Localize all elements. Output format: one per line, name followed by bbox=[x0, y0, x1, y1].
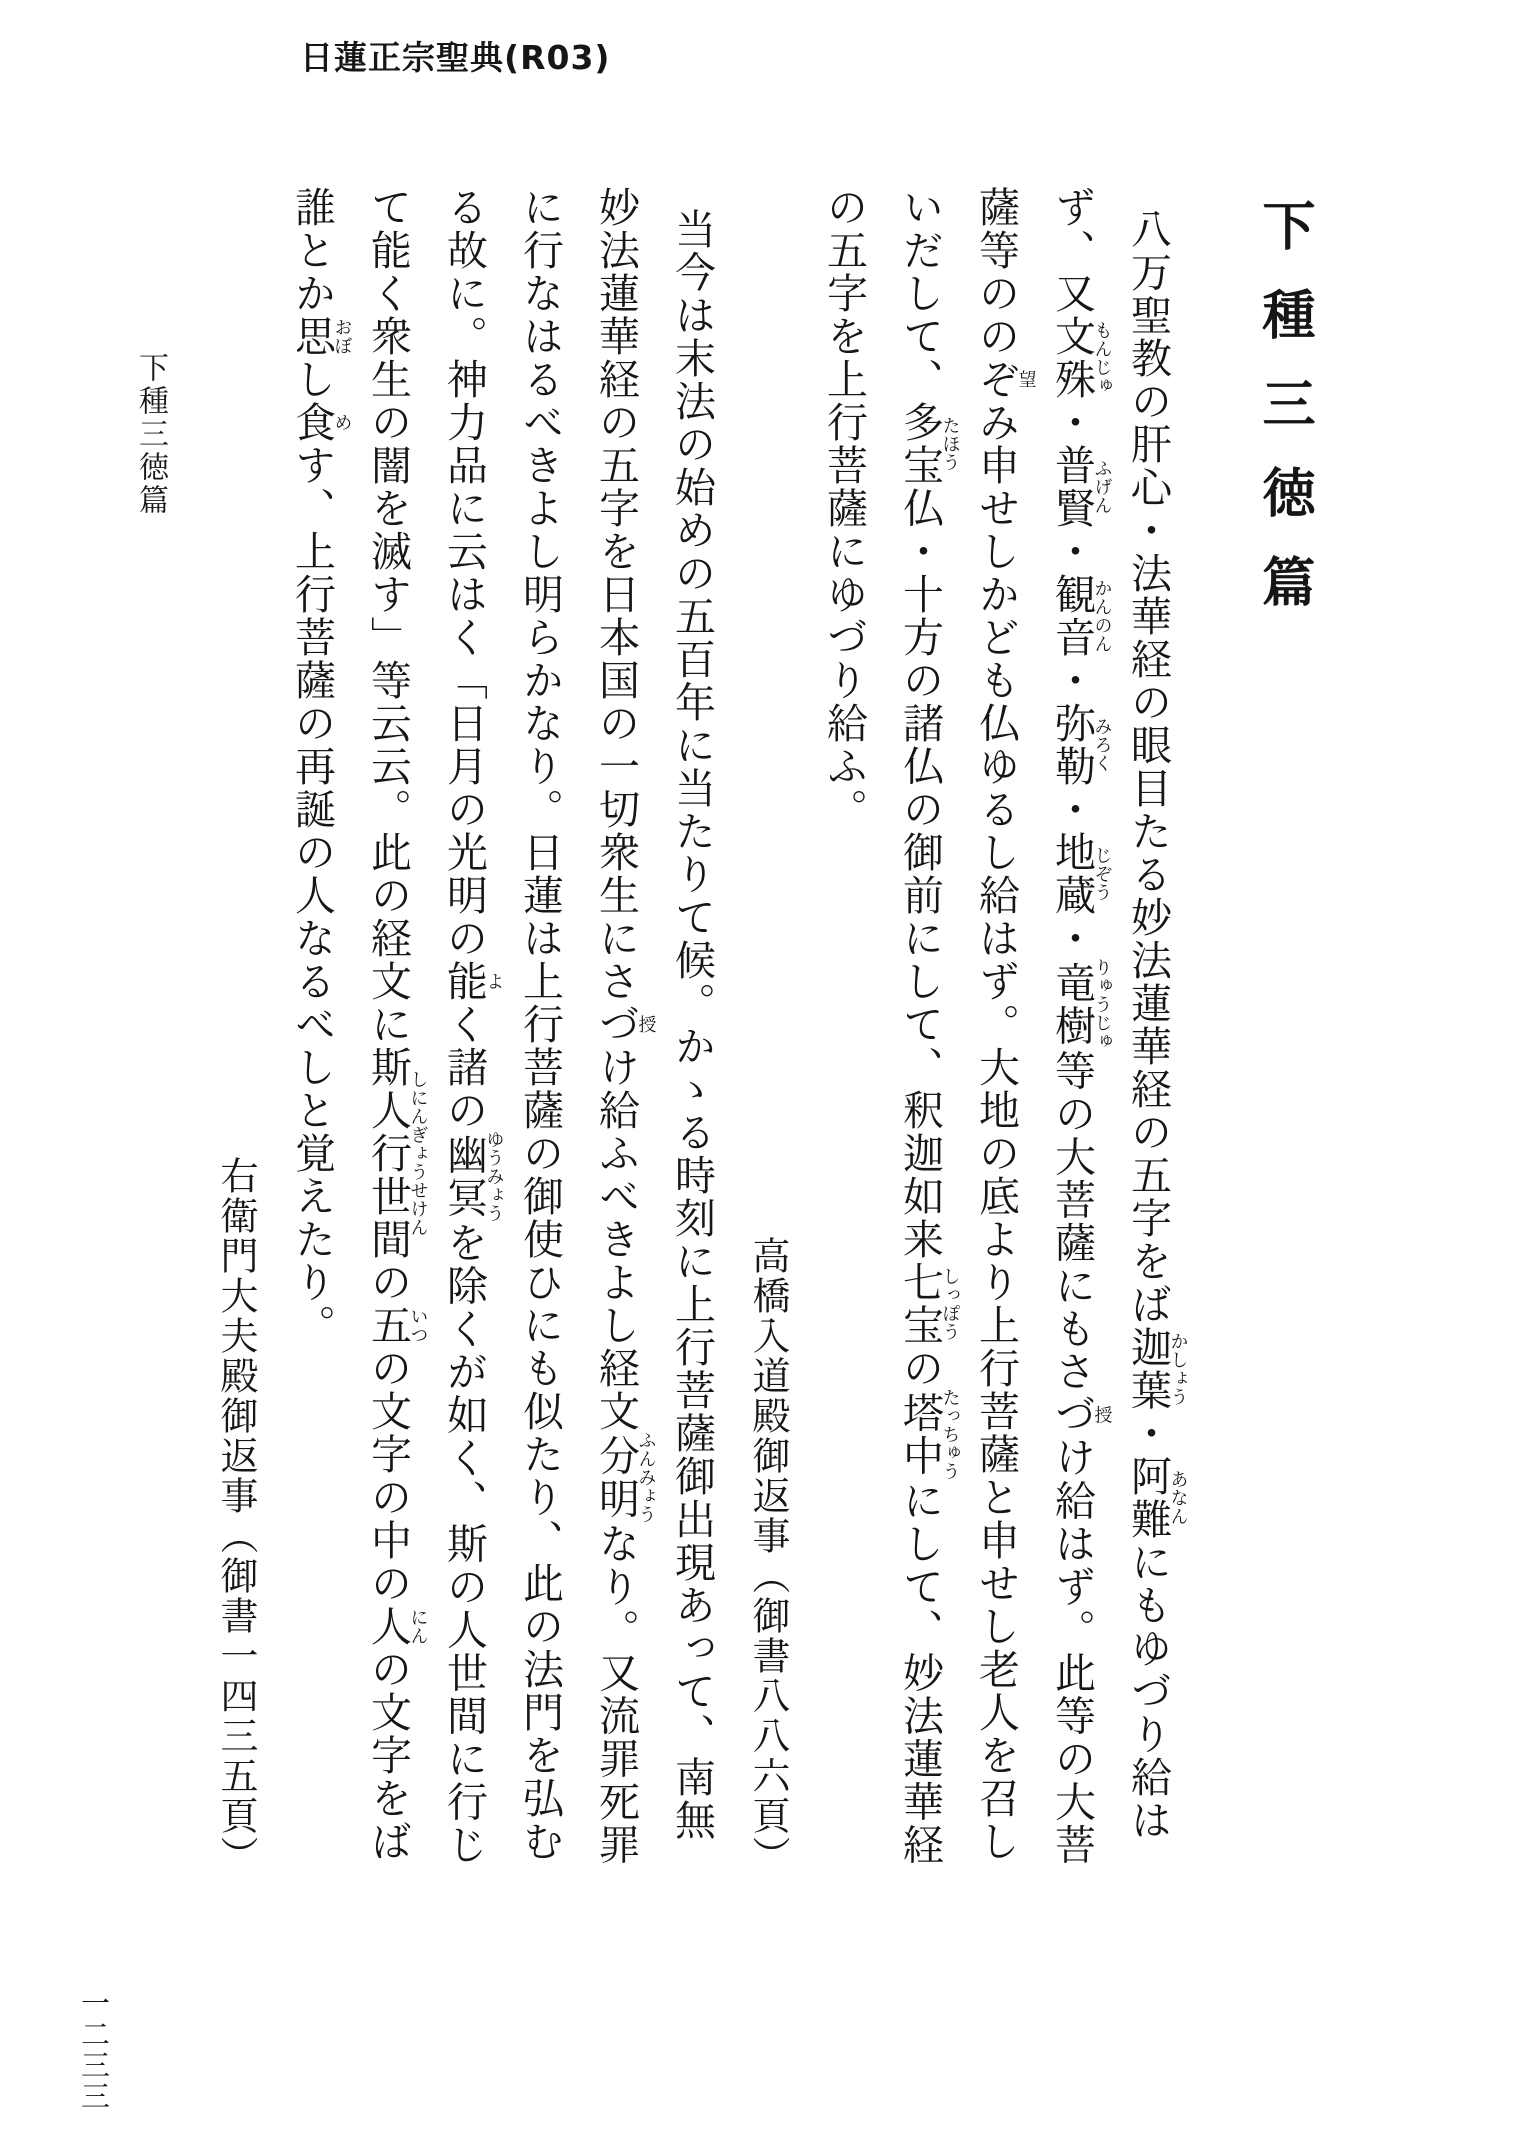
main-text-block bbox=[198, 186, 1187, 1876]
book-header: 日蓮正宗聖典(R03) bbox=[300, 38, 611, 77]
attribution-2: 右衛門大夫殿御返事（御書一四三五頁） bbox=[214, 1156, 258, 1876]
page-number: 一二三三 bbox=[77, 1988, 111, 2112]
attribution-1: 高橋入道殿御返事（御書八八六頁） bbox=[746, 1236, 790, 1876]
passage-2: 当今は末法の始めの五百年に当たりて候。かゝる時刻に上行菩薩御出現あって、南無妙法蓮華経の五字を日本国の一切衆生にさづけ授給ふべきよし経文分明ふんみょうなり。又流罪死罪に行なはるべきよし明らかなり。日蓮は上行菩薩の御使ひにも似たり、此の法門を弘むる故に。神力品に云はく「日月の光明の能よく諸の幽冥ゆうみょうを除くが如く、斯の人世間に行じて能く衆生の闇を滅す」等云云。此の経文に斯人行世間しにんぎょうせけんの五いつの文字の中の人にんの文字をば誰とか思おぼし食めす、上行菩薩の再誕の人なるべしと覚えたり。 bbox=[288, 186, 716, 1867]
margin-running-label: 下種三徳篇 bbox=[133, 352, 168, 517]
passage-1: 八万聖教の肝心・法華経の眼目たる妙法蓮華経の五字をば迦葉かしょう・阿難あなんにもゆづり給はず、又文殊もんじゅ・普賢ふげん・観音かんのん・弥勒みろく・地蔵じぞう・竜樹りゅうじゅ等の大菩薩にもさづけ授給はず。此等の大菩薩等ののぞみ望申せしかども仏ゆるし給はず。大地の底より上行菩薩と申せし老人を召しいだして、多宝たほう仏・十方の諸仏の御前にして、釈迦如来七宝しっぽうの塔中たっちゅうにして、妙法蓮華経の五字を上行菩薩にゆづり給ふ。 bbox=[820, 186, 1189, 1867]
section-title: 下種三徳篇 bbox=[1254, 198, 1316, 643]
